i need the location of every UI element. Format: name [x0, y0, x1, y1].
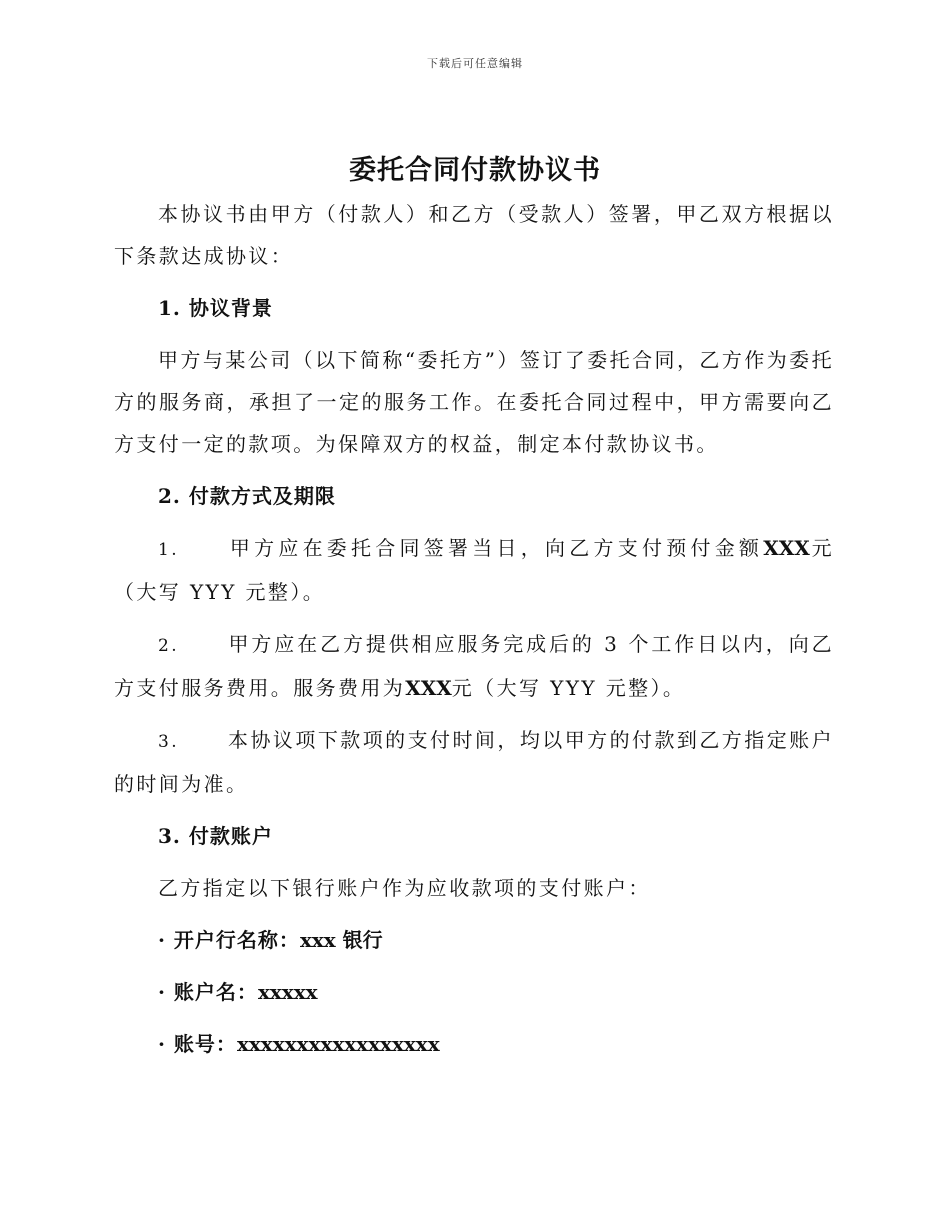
account-label: · 开户行名称： — [158, 928, 300, 952]
section-3-heading: 3. 付款账户 — [158, 824, 273, 848]
item-text-after: 元（大写 YYY 元整）。 — [114, 536, 834, 604]
account-value: xxxxx — [257, 980, 318, 1004]
payment-item-1 — [114, 527, 834, 613]
amount-value: XXX — [405, 676, 452, 700]
item-text-after: 元（大写 YYY 元整）。 — [451, 676, 686, 700]
document-title: 委托合同付款协议书 — [349, 155, 601, 186]
amount-value: XXX — [763, 536, 810, 560]
header-note: 下载后可任意编辑 — [427, 57, 523, 70]
item-text: 本协议项下款项的支付时间，均以甲方的付款到乙方指定账户的时间为准。 — [114, 728, 834, 796]
account-value: xxx 银行 — [299, 928, 383, 952]
item-text-before: 甲方应在委托合同签署当日，向乙方支付预付金额 — [228, 536, 764, 560]
account-value: xxxxxxxxxxxxxxxxx — [236, 1032, 440, 1056]
payment-item-2 — [114, 623, 834, 709]
account-bank-name — [114, 919, 834, 961]
payment-item-3 — [114, 719, 834, 805]
account-number — [114, 1023, 834, 1065]
account-label: · 账户名： — [158, 980, 258, 1004]
item-text-before: 甲方应在乙方提供相应服务完成后的 3 个工作日以内，向乙方支付服务费用。服务费用为 — [114, 632, 834, 700]
section-1-body: 甲方与某公司（以下简称“委托方”）签订了委托合同，乙方作为委托方的服务商，承担了一定的服务工作。在委托合同过程中，甲方需要向乙方支付一定的款项。为保障双方的权益，制定本付款协议书。 — [114, 348, 834, 456]
document-body — [114, 193, 834, 1075]
section-3-body: 乙方指定以下银行账户作为应收款项的支付账户： — [158, 876, 651, 900]
intro-paragraph: 本协议书由甲方（付款人）和乙方（受款人）签署，甲乙双方根据以下条款达成协议： — [114, 202, 834, 268]
item-number: 3. — [158, 732, 180, 752]
account-label: · 账号： — [158, 1032, 237, 1056]
section-2-heading: 2. 付款方式及期限 — [158, 484, 336, 508]
item-number: 1. — [158, 540, 180, 560]
item-number: 2. — [158, 636, 180, 656]
section-1-heading: 1. 协议背景 — [158, 296, 273, 320]
account-holder-name — [114, 971, 834, 1013]
